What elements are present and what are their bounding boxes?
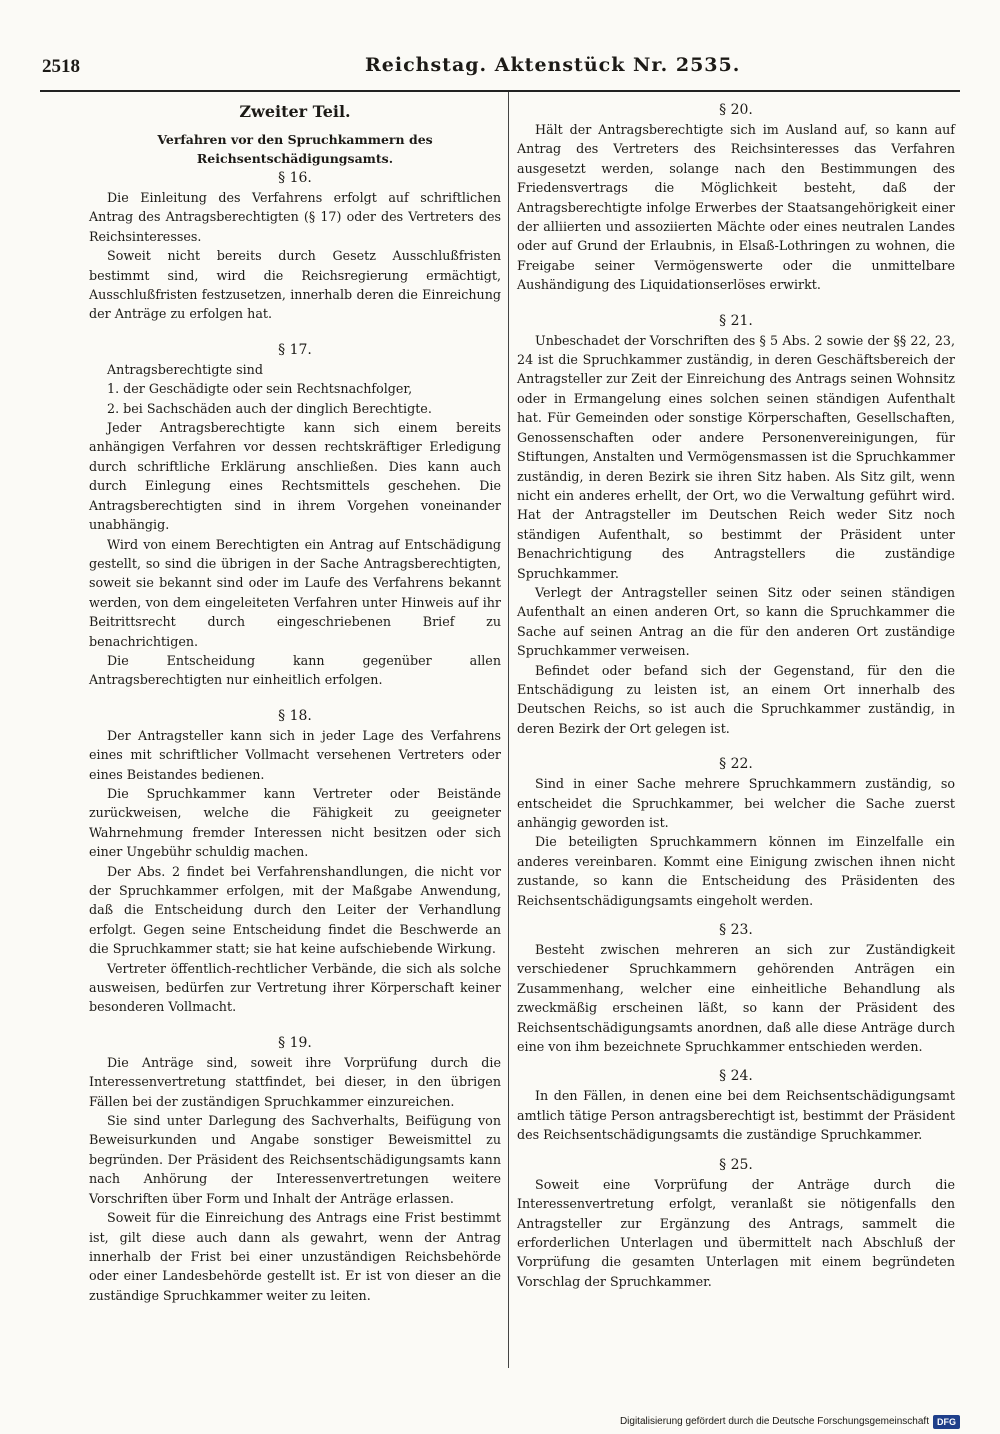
section-18-heading: § 18. [278, 707, 312, 724]
section-25-paragraph: Soweit eine Vorprüfung der Anträge durch die Interessenvertretung erfolgt, veranlaßt sie nötigenfalls den Antragsteller zur Ergänzung des Antrags, sammelt die erforderlichen Unterlagen und übermittelt nach Abschluß der Vorprüfung die gesamten Unterlagen mit einem begründeten Vorschlag der Spruchkammer. [517, 1176, 955, 1289]
section-17-heading: § 17. [278, 341, 312, 358]
section-16-paragraph: Soweit nicht bereits durch Gesetz Ausschlußfristen bestimmt sind, wird die Reichsregierung ermächtigt, Ausschlußfristen festzusetzen, innerhalb deren die Einreichung der Anträge zu erfolgen hat. [89, 248, 501, 322]
running-head: Reichstag. Aktenstück Nr. 2535. [365, 54, 741, 76]
column-divider [508, 92, 509, 1368]
credit-text: Digitalisierung gefördert durch die Deutsche Forschungsgemeinschaft [619, 1416, 929, 1427]
section-24-paragraph: In den Fällen, in denen eine bei dem Reichsentschädigungsamt amtlich tätige Person antragsberechtigt ist, bestimmt der Präsident des Reichsentschädigungsamts die zuständige Spruchkammer. [517, 1088, 955, 1143]
section-22-paragraph: Sind in einer Sache mehrere Spruchkammern zuständig, so entscheidet die Spruchkammer, bei welcher die Sache zuerst anhängig geworden ist. [517, 776, 955, 830]
page-number: 2518 [42, 56, 80, 77]
right-column [517, 100, 955, 1291]
section-16-heading: § 16. [278, 170, 312, 186]
section-22-heading: § 22. [719, 756, 753, 773]
section-21-paragraph: Unbeschadet der Vorschriften des § 5 Abs. 2 sowie der §§ 22, 23, 24 ist die Spruchkammer zuständig, in deren Geschäftsbereich der Antragsteller zur Zeit der Einreichung des Antrags seinen Wohnsitz oder in Ermangelung eines solchen seinen ständigen Aufenthalt hat. Für Gemeinden oder sonstige Körperschaften, Gesellschaften, Genossenschaften oder andere Personenvereinigungen, für Stiftungen, Anstalten und Vermögensmassen ist die Spruchkammer zuständig, in deren Bezirk sie ihren Sitz haben. Als Sitz gilt, wenn nicht ein anderes erhellt, der Ort, wo die Verwaltung geführt wird. Hat der Antragsteller im Deutschen Reich weder Sitz noch ständigen Aufenthalt, so bestimmt der Präsident unter Benachrichtigung des Antragstellers die zuständige Spruchkammer. [517, 332, 955, 581]
section-19-paragraph: Soweit für die Einreichung des Antrags eine Frist bestimmt ist, gilt diese auch dann als gewahrt, wenn der Antrag innerhalb der Frist bei einer unzuständigen Reichsbehörde oder einer Landesbehörde gestellt ist. Er ist von dieser an die zuständige Spruchkammer weiter zu leiten. [89, 1210, 501, 1303]
section-20-paragraph: Hält der Antragsberechtigte sich im Ausland auf, so kann auf Antrag des Vertreters des Reichsinteresses das Verfahren ausgesetzt werden, solange nach den Bestimmungen des Friedensvertrags die Möglichkeit besteht, daß der Antragsberechtigte infolge Erwerbes der Staatsangehörigkeit einer der alliierten und assoziierten Mächte oder eines neutralen Landes oder auf Grund der Erlaubnis, in Elsaß-Lothringen zu wohnen, die Freigabe seiner Vermögenswerte oder die unmittelbare Aushändigung des Liquidationserlöses erwirkt. [517, 122, 955, 293]
section-23-heading: § 23. [719, 922, 753, 939]
section-17-paragraph: Die Entscheidung kann gegenüber allen Antragsberechtigten nur einheitlich erfolgen. [89, 652, 501, 688]
section-16-paragraph: Die Einleitung des Verfahrens erfolgt auf schriftlichen Antrag des Antragsberechtigten (§ 17) oder des Vertreters des Reichsinteresses. [89, 190, 501, 244]
section-18-paragraph: Die Spruchkammer kann Vertreter oder Beistände zurückweisen, welche die Fähigkeit zu geeigneter Wahrnehmung fremder Interessen nicht besitzen oder sich einer Ungebühr schuldig machen. [89, 785, 501, 860]
part-title: Zweiter Teil. [239, 102, 351, 121]
section-17-paragraph: Jeder Antragsberechtigte kann sich einem bereits anhängigen Verfahren vor dessen rechtskräftiger Erledigung durch schriftliche Erklärung anschließen. Dies kann auch durch Einlegung eines Rechtsmittels geschehen. Die Antragsberechtigten sind in ihrem Vorgehen voneinander unabhängig. [89, 420, 501, 533]
section-19-heading: § 19. [278, 1034, 312, 1051]
section-18-paragraph: Der Antragsteller kann sich in jeder Lage des Verfahrens eines mit schriftlicher Vollmacht versehenen Vertreters oder eines Beistandes bedienen. [89, 727, 501, 782]
section-25-heading: § 25. [719, 1156, 753, 1173]
section-23-paragraph: Besteht zwischen mehreren an sich zur Zuständigkeit verschiedener Spruchkammern gehörenden Anträgen ein Zusammenhang, welcher eine einheitliche Behandlung als zweckmäßig erscheinen läßt, so kann der Präsident des Reichsentschädigungsamts anordnen, daß alle diese Anträge durch eine von ihm bezeichnete Spruchkammer entschieden werden. [517, 942, 955, 1055]
section-18-paragraph: Der Abs. 2 findet bei Verfahrenshandlungen, die nicht vor der Spruchkammer erfolgen, mit der Maßgabe Anwendung, daß die Entscheidung durch den Leiter der Verhandlung erfolgt. Gegen seine Entscheidung findet die Beschwerde an die Spruchkammer statt; sie hat keine aufschiebende Wirkung. [89, 863, 501, 957]
left-column [89, 100, 501, 1305]
section-17-item: 2. bei Sachschäden auch der dinglich Berechtigte. [107, 400, 432, 416]
section-17-item: 1. der Geschädigte oder sein Rechtsnachfolger, [107, 381, 413, 397]
part-subtitle: Verfahren vor den Spruchkammern des Reichsentschädigungsamts. [157, 132, 433, 166]
header-rule [40, 90, 960, 92]
section-21-paragraph: Befindet oder befand sich der Gegenstand, für den die Entschädigung zu leisten ist, an einem Ort innerhalb des Deutschen Reichs, so ist auch die Spruchkammer zuständig, in deren Bezirk der Ort gelegen ist. [517, 662, 955, 736]
dfg-logo[interactable]: DFG [933, 1415, 960, 1429]
section-21-paragraph: Verlegt der Antragsteller seinen Sitz oder seinen ständigen Aufenthalt an einen anderen Ort, so kann die Spruchkammer die Sache auf seinen Antrag an die für den anderen Ort zuständige Spruchkammer verweisen. [517, 584, 955, 659]
section-17-paragraph: Wird von einem Berechtigten ein Antrag auf Entschädigung gestellt, so sind die übrigen in der Sache Antragsberechtigten, soweit sie bekannt sind oder im Laufe des Verfahrens bekannt werden, von dem eingeleiteten Verfahren unter Hinweis auf ihr Beitrittsrecht durch eingeschriebenen Brief zu benachrichtigen. [89, 536, 501, 649]
section-19-paragraph: Die Anträge sind, soweit ihre Vorprüfung durch die Interessenvertretung stattfindet, bei dieser, in den übrigen Fällen bei der zuständigen Spruchkammer einzureichen. [89, 1054, 501, 1109]
section-19-paragraph: Sie sind unter Darlegung des Sachverhalts, Beifügung von Beweisurkunden und Angabe sonstiger Beweismittel zu begründen. Der Präsident des Reichsentschädigungsamts kann nach Anhörung der Interessenvertretungen weitere Vorschriften über Form und Inhalt der Anträge erlassen. [89, 1113, 501, 1206]
section-20-heading: § 20. [719, 102, 753, 118]
page-header [40, 52, 960, 88]
section-24-heading: § 24. [719, 1068, 753, 1085]
digitization-credit [614, 1414, 960, 1430]
section-21-heading: § 21. [719, 312, 753, 329]
section-18-paragraph: Vertreter öffentlich-rechtlicher Verbände, die sich als solche ausweisen, bedürfen zur Vertretung ihrer Körperschaft keiner besonderen Vollmacht. [89, 960, 501, 1015]
section-17-intro: Antragsberechtigte sind [107, 361, 263, 377]
section-22-paragraph: Die beteiligten Spruchkammern können im Einzelfalle ein anderes vereinbaren. Kommt eine Einigung zwischen ihnen nicht zustande, so kann die Entscheidung des Präsidenten des Reichsentschädigungsamts eingeholt werden. [517, 834, 955, 908]
